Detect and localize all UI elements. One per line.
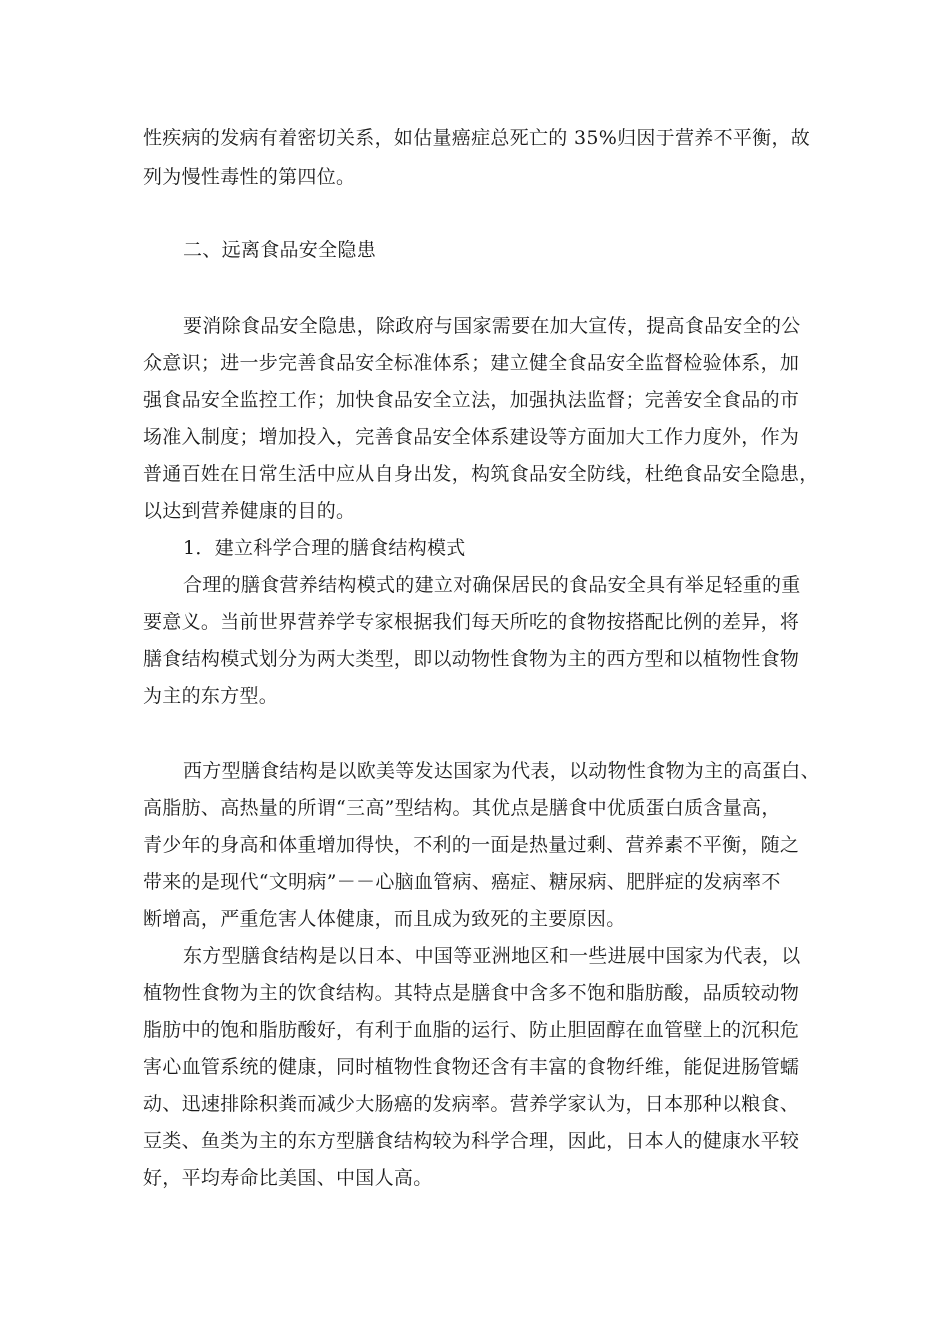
para1-line-3: 强食品安全监控工作；加快食品安全立法，加强执法监督；完善安全食品的市: [143, 389, 800, 411]
para1-line-2: 众意识；进一步完善食品安全标准体系；建立健全食品安全监督检验体系，加: [143, 352, 800, 374]
para1-line-4: 场准入制度；增加投入，完善食品安全体系建设等方面加大工作力度外，作为: [143, 426, 800, 448]
para1-line-5: 普通百姓在日常生活中应从自身出发，构筑食品安全防线，杜绝食品安全隐患，: [143, 463, 819, 485]
para4-line-4: 害心血管系统的健康，同时植物性食物还含有丰富的食物纤维，能促进肠管蠕: [143, 1056, 800, 1078]
subheading: 1．建立科学合理的膳食结构模式: [183, 537, 466, 559]
para3-line-5: 断增高，严重危害人体健康，而且成为致死的主要原因。: [143, 908, 626, 930]
para4-line-6: 豆类、鱼类为主的东方型膳食结构较为科学合理，因此，日本人的健康水平较: [143, 1130, 800, 1152]
para4-line-5: 动、迅速排除积粪而减少大肠癌的发病率。营养学家认为，日本那种以粮食、: [143, 1093, 800, 1115]
para4-line-7: 好，平均寿命比美国、中国人高。: [143, 1167, 433, 1189]
intro-line-2: 列为慢性毒性的第四位。: [143, 166, 356, 188]
para3-line-1: 西方型膳食结构是以欧美等发达国家为代表，以动物性食物为主的高蛋白、: [183, 760, 820, 782]
para2-line-2: 要意义。当前世界营养学专家根据我们每天所吃的食物按搭配比例的差异，将: [143, 611, 800, 633]
section-heading: 二、远离食品安全隐患: [183, 239, 377, 261]
intro-line-1: 性疾病的发病有着密切关系，如估量癌症总死亡的 35%归因于营养不平衡，故: [143, 127, 811, 149]
para3-line-4: 带来的是现代“文明病”－－心脑血管病、癌症、糖尿病、肥胖症的发病率不: [143, 871, 781, 893]
para4-line-3: 脂肪中的饱和脂肪酸好，有利于血脂的运行、防止胆固醇在血管壁上的沉积危: [143, 1019, 800, 1041]
para2-line-3: 膳食结构模式划分为两大类型，即以动物性食物为主的西方型和以植物性食物: [143, 648, 800, 670]
para1-line-6: 以达到营养健康的目的。: [143, 500, 356, 522]
para3-line-2: 高脂肪、高热量的所谓“三高”型结构。其优点是膳食中优质蛋白质含量高，: [143, 797, 781, 819]
para4-line-2: 植物性食物为主的饮食结构。其特点是膳食中含多不饱和脂肪酸，品质较动物: [143, 982, 800, 1004]
para2-line-1: 合理的膳食营养结构模式的建立对确保居民的食品安全具有举足轻重的重: [183, 574, 801, 596]
para2-line-4: 为主的东方型。: [143, 685, 279, 707]
para3-line-3: 青少年的身高和体重增加得快，不利的一面是热量过剩、营养素不平衡，随之: [143, 834, 800, 856]
para4-line-1: 东方型膳食结构是以日本、中国等亚洲地区和一些进展中国家为代表，以: [183, 945, 801, 967]
para1-line-1: 要消除食品安全隐患，除政府与国家需要在加大宣传，提高食品安全的公: [183, 315, 801, 337]
